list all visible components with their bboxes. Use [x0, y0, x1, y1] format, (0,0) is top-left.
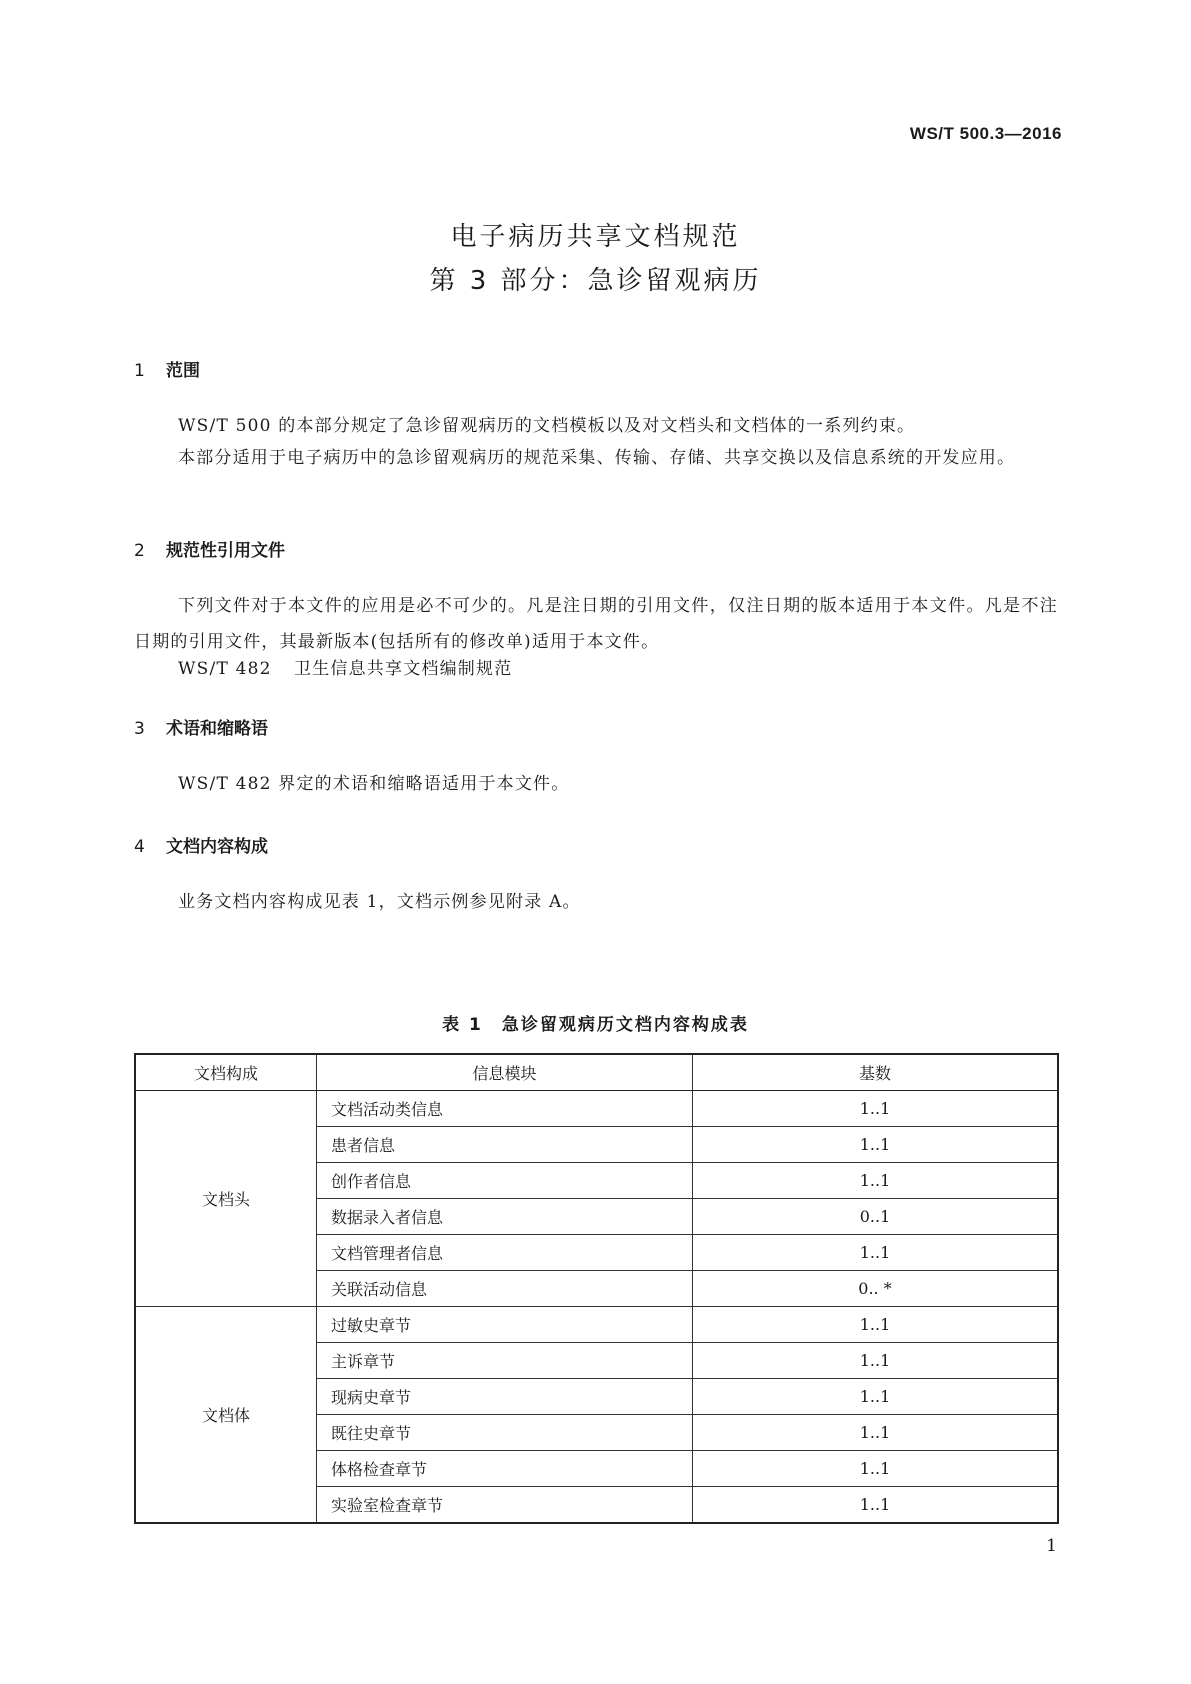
cardinality-cell: 1..1 — [693, 1235, 1059, 1271]
table-row — [135, 1091, 1058, 1127]
section-number: 4 — [134, 837, 145, 857]
module-cell: 创作者信息 — [317, 1163, 693, 1199]
cardinality-cell: 1..1 — [693, 1163, 1059, 1199]
section-heading-references — [134, 536, 285, 561]
content-table — [134, 1053, 1059, 1524]
section-heading-content — [134, 832, 268, 857]
header-cell-module: 信息模块 — [317, 1054, 693, 1091]
table-row — [135, 1307, 1058, 1343]
terms-paragraph: WS/T 482 界定的术语和缩略语适用于本文件。 — [178, 774, 570, 794]
section-heading-scope — [134, 356, 200, 381]
module-cell: 文档活动类信息 — [317, 1091, 693, 1127]
cardinality-cell: 1..1 — [693, 1343, 1059, 1379]
document-title: 电子病历共享文档规范 — [450, 222, 741, 252]
cardinality-cell: 1..1 — [693, 1127, 1059, 1163]
scope-paragraph-1: WS/T 500 的本部分规定了急诊留观病历的文档模板以及对文档头和文档体的一系列约束。 — [178, 416, 916, 436]
cardinality-cell: 1..1 — [693, 1307, 1059, 1343]
section-number: 1 — [134, 361, 145, 381]
table-header-row — [135, 1054, 1058, 1091]
table-group-header — [135, 1091, 1058, 1307]
section-title: 规范性引用文件 — [166, 541, 285, 561]
table-caption: 表 1 急诊留观病历文档内容构成表 — [442, 1015, 749, 1035]
module-cell: 数据录入者信息 — [317, 1199, 693, 1235]
group-name: 文档体 — [135, 1307, 317, 1524]
module-cell: 过敏史章节 — [317, 1307, 693, 1343]
section-title: 文档内容构成 — [166, 837, 268, 857]
section-number: 2 — [134, 541, 145, 561]
cardinality-cell: 1..1 — [693, 1091, 1059, 1127]
module-cell: 既往史章节 — [317, 1415, 693, 1451]
references-paragraph: 下列文件对于本文件的应用是必不可少的。凡是注日期的引用文件，仅注日期的版本适用于本文件。凡是不注日期的引用文件，其最新版本(包括所有的修改单)适用于本文件。 — [134, 596, 1058, 652]
page-number: 1 — [1046, 1536, 1057, 1556]
content-paragraph: 业务文档内容构成见表 1，文档示例参见附录 A。 — [178, 892, 581, 912]
cardinality-cell: 1..1 — [693, 1415, 1059, 1451]
module-cell: 现病史章节 — [317, 1379, 693, 1415]
standard-code: WS/T 500.3—2016 — [909, 124, 1062, 143]
section-title: 范围 — [166, 361, 200, 381]
header-cell-composition: 文档构成 — [135, 1054, 317, 1091]
document-subtitle: 第 3 部分：急诊留观病历 — [429, 266, 762, 296]
reference-name: 卫生信息共享文档编制规范 — [294, 659, 513, 679]
table-group-body — [135, 1307, 1058, 1524]
group-name: 文档头 — [135, 1091, 317, 1307]
module-cell: 文档管理者信息 — [317, 1235, 693, 1271]
cardinality-cell: 0..1 — [693, 1199, 1059, 1235]
reference-entry — [178, 654, 512, 679]
cardinality-cell: 1..1 — [693, 1451, 1059, 1487]
header-cell-cardinality: 基数 — [693, 1054, 1059, 1091]
cardinality-cell: 0.. * — [693, 1271, 1059, 1307]
cardinality-cell: 1..1 — [693, 1487, 1059, 1524]
module-cell: 患者信息 — [317, 1127, 693, 1163]
module-cell: 主诉章节 — [317, 1343, 693, 1379]
module-cell: 实验室检查章节 — [317, 1487, 693, 1524]
section-title: 术语和缩略语 — [166, 719, 268, 739]
cardinality-cell: 1..1 — [693, 1379, 1059, 1415]
section-heading-terms — [134, 714, 268, 739]
module-cell: 关联活动信息 — [317, 1271, 693, 1307]
reference-code: WS/T 482 — [178, 659, 272, 679]
scope-paragraph-2: 本部分适用于电子病历中的急诊留观病历的规范采集、传输、存储、共享交换以及信息系统的开发应用。 — [178, 448, 1016, 468]
section-number: 3 — [134, 719, 145, 739]
module-cell: 体格检查章节 — [317, 1451, 693, 1487]
